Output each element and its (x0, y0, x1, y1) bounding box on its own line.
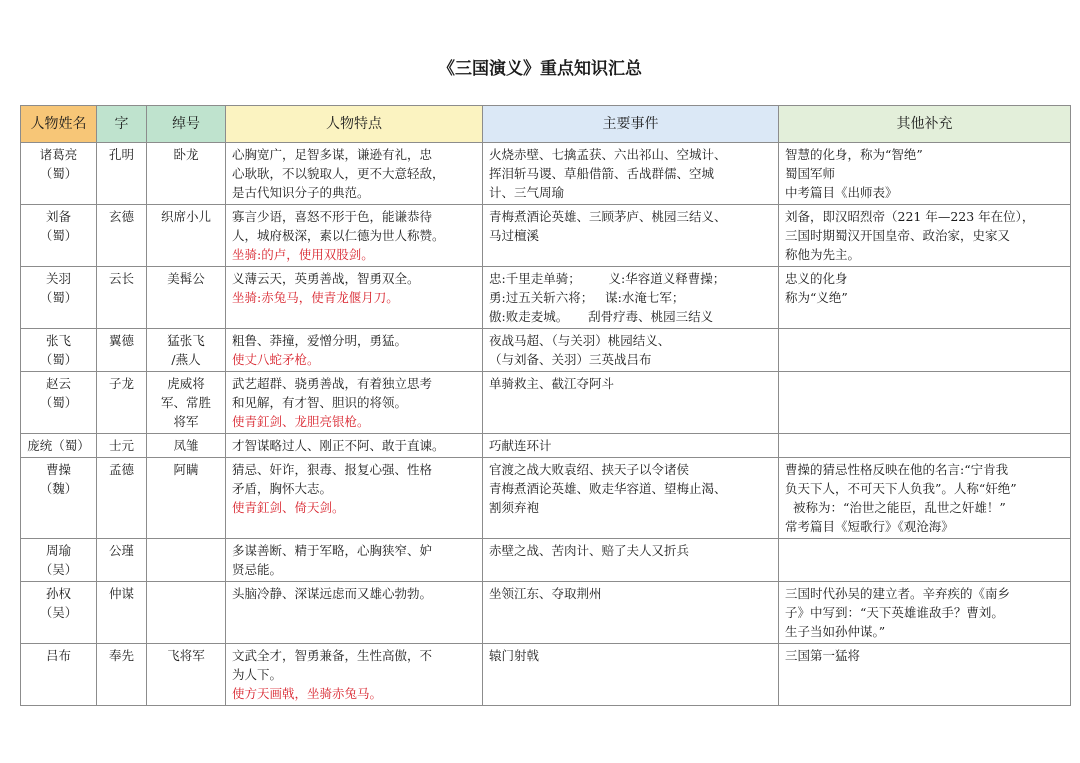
cell-events (483, 143, 779, 205)
cell-events (483, 539, 779, 582)
events-line: 夜战马超、（与关羽）桃园结义、 (489, 333, 671, 348)
traits-line: 心胸宽广，足智多谋，谦逊有礼，忠 (232, 147, 433, 162)
nickname-line: 军、常胜 (160, 395, 211, 410)
events-line: 忠:千里走单骑； 义:华容道义释曹操； (489, 271, 726, 286)
header-row (21, 106, 1071, 143)
zi-line: 仲谋 (108, 586, 134, 601)
cell-nickname (147, 458, 226, 539)
cell-name (21, 458, 97, 539)
cell-name (21, 434, 97, 458)
zi-line: 孟德 (108, 462, 134, 477)
events-line: 青梅煮酒论英雄、三顾茅庐、桃园三结义、 (489, 209, 727, 224)
name-line: 孙权 (45, 586, 71, 601)
name-line: 赵云 (45, 376, 71, 391)
cell-zi (97, 539, 147, 582)
events-line: 计、三气周瑜 (489, 185, 565, 200)
cell-name (21, 329, 97, 372)
cell-zi (97, 644, 147, 706)
nickname-line: 飞将军 (167, 648, 205, 663)
extra-line: 中考篇目《出师表》 (785, 185, 898, 200)
zi-line: 玄德 (108, 209, 134, 224)
extra-line: 被称为：“治世之能臣，乱世之奸雄！” (785, 500, 1006, 515)
cell-traits (226, 539, 483, 582)
traits-line: 坐骑:的卢，使用双股剑。 (232, 247, 374, 262)
cell-events (483, 329, 779, 372)
traits-line: 坐骑:赤兔马，使青龙偃月刀。 (232, 290, 399, 305)
traits-line: 人，城府极深，素以仁德为世人称赞。 (232, 228, 445, 243)
traits-line: 头脑冷静、深谋远虑而又雄心勃勃。 (232, 586, 433, 601)
cell-name (21, 372, 97, 434)
traits-line: 才智谋略过人、刚正不阿、敢于直谏。 (232, 438, 445, 453)
cell-events (483, 458, 779, 539)
name-line: （蜀） (39, 228, 78, 243)
cell-nickname (147, 329, 226, 372)
traits-line: 武艺超群、骁勇善战，有着独立思考 (232, 376, 433, 391)
extra-line: 常考篇目《短歌行》《观沧海》 (785, 519, 954, 534)
name-line: （吴） (39, 562, 78, 577)
events-line: 辕门射戟 (489, 648, 540, 663)
nickname-line: 织席小儿 (160, 209, 211, 224)
traits-line: 义薄云天，英勇善战，智勇双全。 (232, 271, 420, 286)
cell-name (21, 267, 97, 329)
cell-zi (97, 205, 147, 267)
events-line: （与刘备、关羽）三英战吕布 (489, 352, 652, 367)
cell-traits (226, 458, 483, 539)
extra-line: 忠义的化身 (785, 271, 848, 286)
events-line: 勇:过五关斩六将； 谋:水淹七军； (489, 290, 685, 305)
events-line: 青梅煮酒论英雄、败走华容道、望梅止渴、 (489, 481, 727, 496)
cell-name (21, 582, 97, 644)
zi-line: 士元 (108, 438, 134, 453)
header-zi: 字 (97, 106, 147, 143)
events-line: 挥泪斩马谡、草船借箭、舌战群儒、空城 (489, 166, 715, 181)
zi-line: 奉先 (108, 648, 134, 663)
table-row (21, 143, 1071, 205)
traits-line: 使方天画戟，坐骑赤兔马。 (232, 686, 383, 701)
cell-traits (226, 372, 483, 434)
events-line: 官渡之战大败袁绍、挟天子以令诸侯 (489, 462, 690, 477)
zi-line: 孔明 (108, 147, 134, 162)
traits-line: 使青釭剑、龙胆亮银枪。 (232, 414, 370, 429)
cell-zi (97, 434, 147, 458)
extra-line: 生子当如孙仲谋。” (785, 624, 886, 639)
extra-line: 三国时代孙吴的建立者。辛弃疾的《南乡 (785, 586, 1011, 601)
extra-line: 三国时期蜀汉开国皇帝、政治家，史家又 (785, 228, 1011, 243)
nickname-line: 将军 (173, 414, 199, 429)
traits-line: 心耿耿，不以貌取人，更不大意轻敌， (232, 166, 445, 181)
knowledge-table (20, 105, 1071, 706)
events-line: 割须弃袍 (489, 500, 540, 515)
traits-line: 使丈八蛇矛枪。 (232, 352, 320, 367)
traits-line: 文武全才，智勇兼备，生性高傲，不 (232, 648, 433, 663)
nickname-line: 凤雏 (173, 438, 199, 453)
name-line: （魏） (39, 481, 78, 496)
cell-extra (779, 539, 1071, 582)
cell-extra (779, 434, 1071, 458)
cell-zi (97, 329, 147, 372)
name-line: 曹操 (45, 462, 71, 477)
cell-zi (97, 582, 147, 644)
cell-name (21, 539, 97, 582)
cell-events (483, 205, 779, 267)
name-line: 张飞 (45, 333, 71, 348)
cell-name (21, 143, 97, 205)
traits-line: 是古代知识分子的典范。 (232, 185, 370, 200)
events-line: 单骑救主、截江夺阿斗 (489, 376, 615, 391)
cell-traits (226, 329, 483, 372)
cell-events (483, 267, 779, 329)
name-line: 吕布 (45, 648, 71, 663)
cell-extra (779, 329, 1071, 372)
cell-events (483, 372, 779, 434)
cell-nickname (147, 644, 226, 706)
traits-line: 为人下。 (232, 667, 283, 682)
traits-line: 粗鲁、莽撞，爱憎分明，勇猛。 (232, 333, 408, 348)
name-line: 刘备 (45, 209, 71, 224)
events-line: 坐领江东、夺取荆州 (489, 586, 602, 601)
cell-nickname (147, 143, 226, 205)
events-line: 马过檀溪 (489, 228, 540, 243)
cell-traits (226, 267, 483, 329)
cell-name (21, 205, 97, 267)
cell-extra (779, 267, 1071, 329)
cell-extra (779, 205, 1071, 267)
nickname-line: 阿瞒 (173, 462, 199, 477)
cell-traits (226, 143, 483, 205)
cell-events (483, 644, 779, 706)
traits-line: 和见解，有才智、胆识的将领。 (232, 395, 408, 410)
traits-line: 矛盾，胸怀大志。 (232, 481, 333, 496)
traits-line: 猜忌、奸诈，狠毒、报复心强、性格 (232, 462, 433, 477)
name-line: （吴） (39, 605, 78, 620)
name-line: （蜀） (39, 290, 78, 305)
cell-nickname (147, 372, 226, 434)
table-row (21, 205, 1071, 267)
cell-traits (226, 644, 483, 706)
zi-line: 云长 (108, 271, 134, 286)
table-row (21, 434, 1071, 458)
cell-traits (226, 434, 483, 458)
extra-line: 称他为先主。 (785, 247, 861, 262)
extra-line: 刘备，即汉昭烈帝（221 年—223 年在位）， (785, 209, 1035, 224)
cell-events (483, 582, 779, 644)
nickname-line: 美髯公 (167, 271, 205, 286)
nickname-line: 猛张飞 (167, 333, 205, 348)
zi-line: 子龙 (108, 376, 134, 391)
table-row (21, 267, 1071, 329)
table-row (21, 458, 1071, 539)
traits-line: 寡言少语，喜怒不形于色，能谦恭待 (232, 209, 433, 224)
header-nickname: 绰号 (147, 106, 226, 143)
cell-extra (779, 458, 1071, 539)
cell-extra (779, 644, 1071, 706)
nickname-line: 虎威将 (167, 376, 205, 391)
events-line: 火烧赤壁、七擒孟获、六出祁山、空城计、 (489, 147, 727, 162)
cell-extra (779, 143, 1071, 205)
events-line: 赤壁之战、苦肉计、赔了夫人又折兵 (489, 543, 690, 558)
cell-nickname (147, 582, 226, 644)
cell-events (483, 434, 779, 458)
header-extra: 其他补充 (779, 106, 1071, 143)
name-line: 关羽 (45, 271, 71, 286)
cell-extra (779, 582, 1071, 644)
table-row (21, 372, 1071, 434)
extra-line: 子》中写到：“天下英雄谁敌手？曹刘。 (785, 605, 1004, 620)
name-line: （蜀） (39, 166, 78, 181)
table-row (21, 582, 1071, 644)
header-events: 主要事件 (483, 106, 779, 143)
name-line: 诸葛亮 (39, 147, 78, 162)
table-row (21, 539, 1071, 582)
extra-line: 负天下人，不可天下人负我”。人称“奸绝” (785, 481, 1017, 496)
page-title: 《三国演义》重点知识汇总 (438, 59, 642, 79)
cell-nickname (147, 539, 226, 582)
traits-line: 贤忌能。 (232, 562, 283, 577)
cell-zi (97, 372, 147, 434)
name-line: 庞统（蜀） (27, 438, 90, 453)
cell-extra (779, 372, 1071, 434)
events-line: 傲:败走麦城。 刮骨疗毒、桃园三结义 (489, 309, 714, 324)
cell-zi (97, 143, 147, 205)
extra-line: 智慧的化身，称为“智绝” (785, 147, 923, 162)
zi-line: 翼德 (108, 333, 134, 348)
cell-traits (226, 582, 483, 644)
events-line: 巧献连环计 (489, 438, 552, 453)
cell-nickname (147, 205, 226, 267)
cell-name (21, 644, 97, 706)
extra-line: 称为“义绝” (785, 290, 848, 305)
extra-line: 三国第一猛将 (785, 648, 861, 663)
header-traits: 人物特点 (226, 106, 483, 143)
extra-line: 蜀国军师 (785, 166, 836, 181)
header-name: 人物姓名 (21, 106, 97, 143)
zi-line: 公瑾 (108, 543, 134, 558)
nickname-line: /燕人 (171, 352, 201, 367)
name-line: （蜀） (39, 352, 78, 367)
cell-nickname (147, 434, 226, 458)
extra-line: 曹操的猜忌性格反映在他的名言:“宁肯我 (785, 462, 1009, 477)
traits-line: 多谋善断、精于军略，心胸狭窄、妒 (232, 543, 433, 558)
name-line: （蜀） (39, 395, 78, 410)
name-line: 周瑜 (45, 543, 71, 558)
cell-traits (226, 205, 483, 267)
nickname-line: 卧龙 (173, 147, 199, 162)
cell-zi (97, 267, 147, 329)
table-row (21, 329, 1071, 372)
cell-nickname (147, 267, 226, 329)
cell-zi (97, 458, 147, 539)
traits-line: 使青釭剑、倚天剑。 (232, 500, 345, 515)
table-row (21, 644, 1071, 706)
